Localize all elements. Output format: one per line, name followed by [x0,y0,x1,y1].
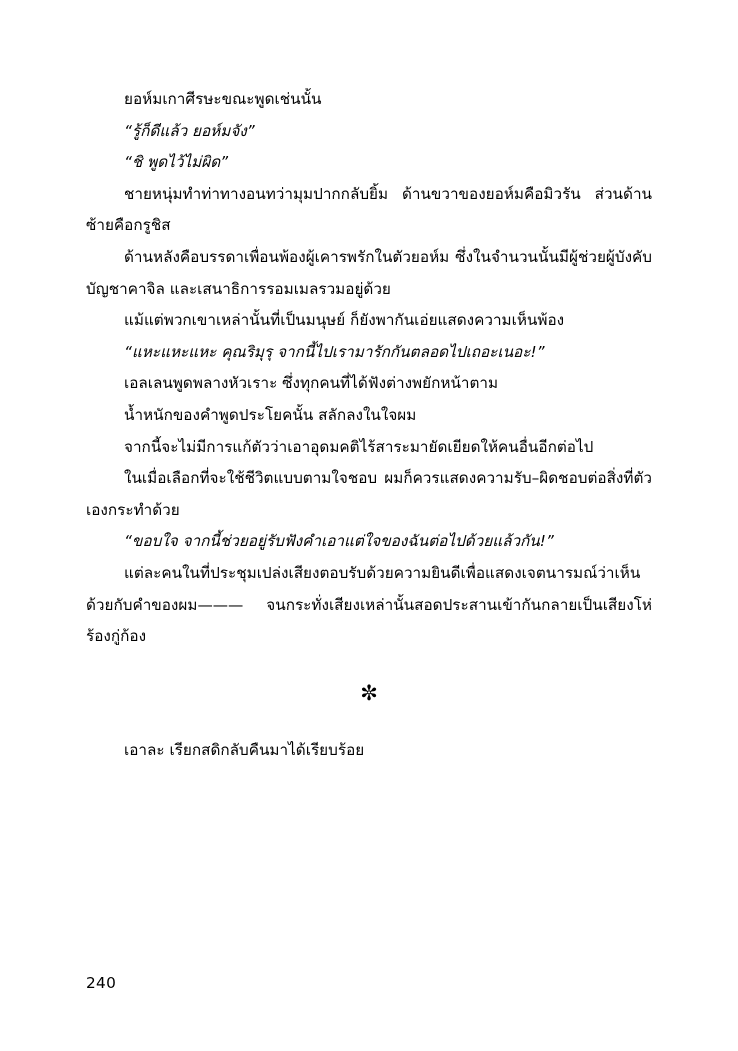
paragraph: “ชิ พูดไว้ไม่ผิด” [124,153,229,172]
paragraph: เอลเลนพูดพลางหัวเราะ ซึ่งทุกคนที่ได้ฟังต่างพยักหน้าตาม [124,374,499,393]
paragraph: “แหะแหะแหะ คุณริมุรุ จากนี้ไปเรามารักกันตลอดไปเถอะเนอะ!” [124,342,545,361]
page-body [86,84,652,766]
page-number: 240 [86,974,117,992]
post-break-block [86,707,652,767]
paragraph: ยอห์มเกาศีรษะขณะพูดเช่นนั้น [124,90,322,108]
paragraph: แม้แต่พวกเขาเหล่านั้นที่เป็นมนุษย์ ก็ยังพากันเอ่ยแสดงความเห็นพ้อง [124,311,565,330]
paragraph: “รู้ก็ดีแล้ว ยอห์มจัง” [124,121,255,140]
paragraph: ในเมื่อเลือกที่จะใช้ชีวิตแบบตามใจชอบ ผมก็ควรแสดงความรับ–ผิดชอบต่อสิ่งที่ตัวเองกระทำด้วย [86,469,652,519]
paragraph: จากนี้จะไม่มีการแก้ตัวว่าเอาอุดมคติไร้สาระมายัดเยียดให้คนอื่นอีกต่อไป [124,437,594,456]
paragraph: เอาละ เรียกสดิกลับคืนมาได้เรียบร้อย [124,740,365,759]
paragraph: ชายหนุ่มทำท่าทางอนทว่ามุมปากกลับยิ้ม ด้านขวาของยอห์มคือมิวรัน ส่วนด้านซ้ายคือกรูชิส [86,184,652,235]
section-break: ✼ [360,680,378,705]
paragraph: ด้านหลังคือบรรดาเพื่อนพ้องผู้เคารพรักในตัวยอห์ม ซึ่งในจำนวนนั้นมีผู้ช่วยผู้บังคับบัญชาคาจิล และเสนาธิการรอมเมลรวมอยู่ด้วย [86,247,652,298]
paragraph: “ขอบใจ จากนี้ช่วยอยู่รับฟังคำเอาแต่ใจของฉันต่อไปด้วยแล้วกัน!” [124,532,554,551]
paragraph: แต่ละคนในที่ประชุมเปล่งเสียงตอบรับด้วยความยินดีเพื่อแสดงเจตนารมณ์ว่าเห็นด้วยกับคำของผม——— จนกระทั่งเสียงเหล่านั้นสอดประสานเข้ากันกลายเป็นเสียงโห่ร้องกู่ก้อง [86,563,652,646]
paragraph: น้ำหนักของคำพูดประโยคนั้น สลักลงในใจผม [124,405,417,424]
